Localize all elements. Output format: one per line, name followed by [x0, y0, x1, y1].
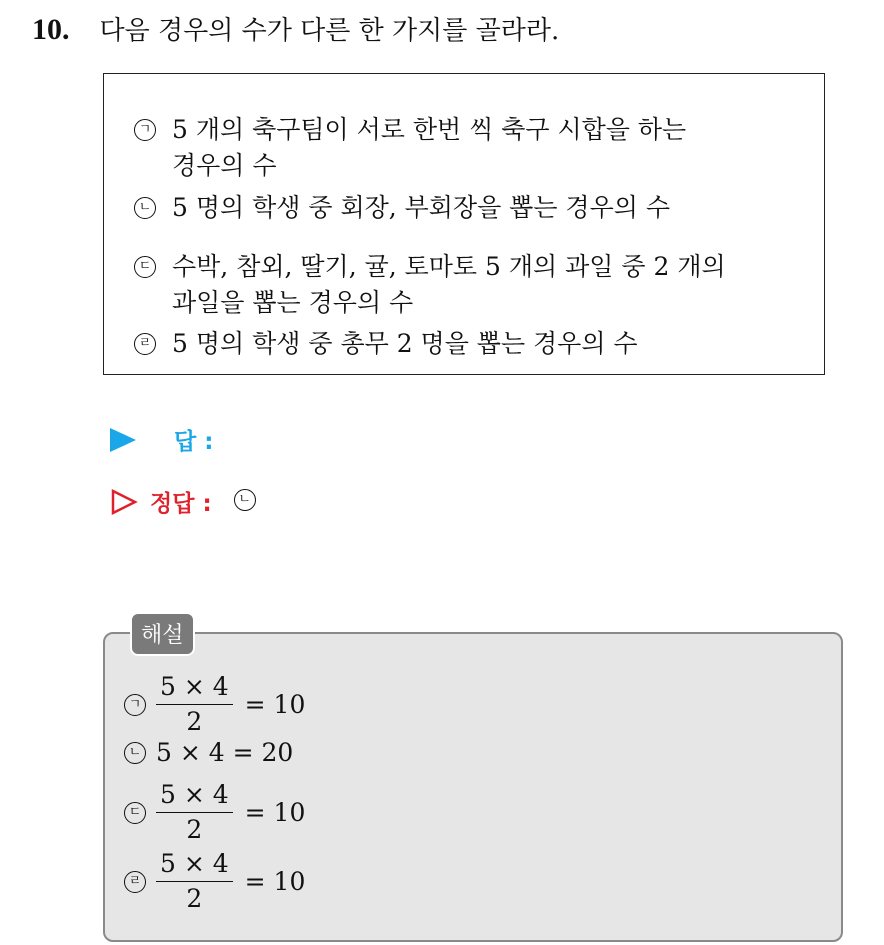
- fraction-denominator: 2: [186, 707, 203, 736]
- solution-result: = 10: [244, 690, 306, 719]
- fraction: [156, 849, 233, 914]
- solution-line: [124, 738, 293, 767]
- choice-item: [134, 112, 686, 184]
- correct-answer-row: [110, 485, 256, 518]
- fraction-denominator: 2: [186, 884, 203, 913]
- choices-box: [103, 73, 825, 375]
- question-number: 10.: [32, 13, 70, 46]
- circled-marker-icon: ㄹ: [124, 871, 146, 893]
- play-triangle-icon: [110, 428, 136, 452]
- choice-text: 수박, 참외, 딸기, 귤, 토마토 5 개의 과일 중 2 개의 과일을 뽑는 경우의 수: [172, 252, 726, 317]
- solution-result: = 10: [244, 867, 306, 896]
- circled-marker-icon: ㄱ: [134, 119, 156, 141]
- fraction-numerator: 5 × 4: [156, 672, 233, 705]
- fraction-numerator: 5 × 4: [156, 849, 233, 882]
- explanation-tab: 해설: [130, 612, 195, 656]
- answer-label: 답 :: [174, 429, 214, 455]
- answer-row: [110, 423, 213, 456]
- fraction-denominator: 2: [186, 815, 203, 844]
- question-header: [32, 10, 559, 47]
- solution-result: = 10: [244, 798, 306, 827]
- choice-item: [134, 249, 726, 321]
- solution-line: [124, 849, 305, 914]
- choice-item: [134, 190, 670, 226]
- solution-line: [124, 672, 305, 737]
- circled-marker-icon: ㄱ: [124, 694, 146, 716]
- circled-marker-icon: ㄹ: [134, 333, 156, 355]
- circled-marker-icon: ㄴ: [134, 197, 156, 219]
- circled-marker-icon: ㄷ: [134, 256, 156, 278]
- fraction-numerator: 5 × 4: [156, 780, 233, 813]
- fraction: [156, 672, 233, 737]
- choice-text: 5 명의 학생 중 총무 2 명을 뽑는 경우의 수: [172, 329, 638, 358]
- question-text: 다음 경우의 수가 다른 한 가지를 골라라.: [99, 16, 560, 46]
- choice-text: 5 개의 축구팀이 서로 한번 씩 축구 시합을 하는 경우의 수: [172, 115, 687, 180]
- choice-item: [134, 326, 638, 362]
- circled-marker-icon: ㄴ: [234, 489, 256, 511]
- solution-line: [124, 780, 305, 845]
- circled-marker-icon: ㄷ: [124, 802, 146, 824]
- fraction: [156, 780, 233, 845]
- choice-text: 5 명의 학생 중 회장, 부회장을 뽑는 경우의 수: [172, 193, 670, 222]
- solution-expression: 5 × 4 = 20: [156, 738, 294, 767]
- circled-marker-icon: ㄴ: [124, 742, 146, 764]
- outline-triangle-icon: [110, 488, 138, 516]
- correct-answer-label: 정답 :: [150, 491, 212, 517]
